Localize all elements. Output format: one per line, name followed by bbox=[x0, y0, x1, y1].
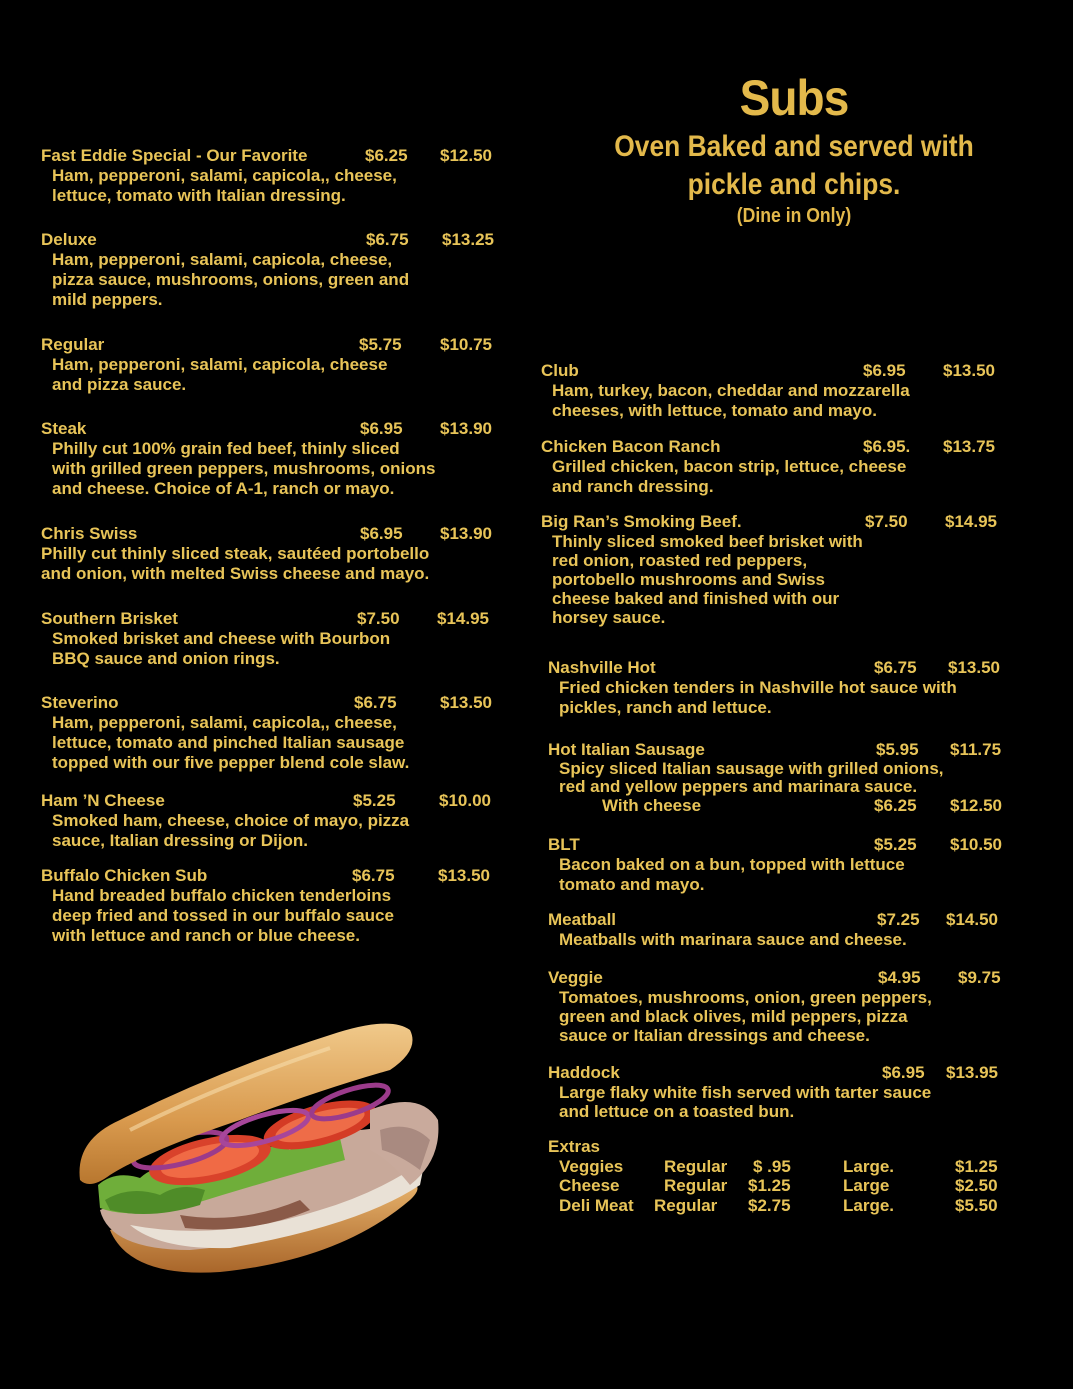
menu-item-haddock bbox=[548, 1063, 1018, 1121]
item-description: Hand breaded buffalo chicken tenderloins deep fried and tossed in our buffalo sauce with lettuce and ranch or blue cheese. bbox=[52, 886, 394, 945]
item-name: Haddock bbox=[548, 1063, 620, 1082]
item-name: Club bbox=[541, 361, 579, 380]
price-large: $13.50 bbox=[943, 361, 995, 380]
menu-note: (Dine in Only) bbox=[736, 205, 852, 227]
extra-regular-label: Regular bbox=[664, 1176, 728, 1195]
item-description: Bacon baked on a bun, topped with lettuce tomato and mayo. bbox=[559, 855, 905, 894]
with-cheese-row bbox=[548, 796, 1018, 814]
menu-subtitle: Oven Baked and served with pickle and chips. bbox=[614, 130, 974, 201]
menu-item-meatball bbox=[548, 910, 1018, 950]
extra-large-label: Large. bbox=[843, 1195, 895, 1215]
price-regular: $7.50 bbox=[865, 512, 908, 531]
menu-item-buffalo-chicken-sub bbox=[41, 866, 501, 946]
price-large: $13.50 bbox=[438, 866, 490, 885]
extra-large-price: $2.50 bbox=[955, 1176, 998, 1195]
price-regular: $6.95 bbox=[863, 361, 906, 380]
menu-item-steverino bbox=[41, 693, 501, 773]
item-description: Spicy sliced Italian sausage with grilled onions, red and yellow peppers and marinara sauce. bbox=[559, 759, 944, 796]
price-large: $13.75 bbox=[943, 437, 995, 456]
item-description: Tomatoes, mushrooms, onion, green peppers, green and black olives, mild peppers, pizza sauce or Italian dressings and cheese. bbox=[559, 988, 932, 1045]
price-regular: $6.95 bbox=[360, 524, 403, 543]
price-regular: $6.75 bbox=[874, 658, 917, 677]
item-name: Ham ’N Cheese bbox=[41, 791, 165, 810]
price-large: $14.95 bbox=[945, 512, 997, 531]
price-large: $14.50 bbox=[946, 910, 998, 929]
price-large: $13.50 bbox=[440, 693, 492, 712]
item-name: Buffalo Chicken Sub bbox=[41, 866, 208, 885]
extras-row bbox=[548, 1196, 1008, 1216]
item-name: Chris Swiss bbox=[41, 524, 138, 543]
price-large: $12.50 bbox=[440, 146, 492, 165]
price-regular: $4.95 bbox=[878, 968, 921, 987]
extra-regular-label: Regular bbox=[654, 1195, 718, 1215]
menu-item-veggie bbox=[548, 968, 1018, 1045]
item-description: Grilled chicken, bacon strip, lettuce, cheese and ranch dressing. bbox=[552, 457, 907, 496]
item-name: Hot Italian Sausage bbox=[548, 740, 705, 759]
price-regular: $6.75 bbox=[352, 866, 395, 885]
item-description: Smoked ham, cheese, choice of mayo, pizza sauce, Italian dressing or Dijon. bbox=[52, 811, 410, 850]
price-regular: $6.75 bbox=[366, 230, 409, 249]
menu-header bbox=[588, 68, 1000, 228]
price-regular: $6.25 bbox=[365, 146, 408, 165]
item-name: Big Ran’s Smoking Beef. bbox=[541, 512, 742, 531]
price-regular: $7.25 bbox=[877, 910, 920, 929]
menu-item-steak bbox=[41, 419, 501, 499]
item-name: Southern Brisket bbox=[41, 609, 178, 628]
item-description: Ham, pepperoni, salami, capicola, cheese, pizza sauce, mushrooms, onions, green and mild peppers. bbox=[52, 250, 410, 309]
item-name: Nashville Hot bbox=[548, 658, 656, 677]
item-name: Meatball bbox=[548, 910, 617, 929]
item-name: BLT bbox=[548, 835, 580, 854]
price-large: $12.50 bbox=[950, 796, 1002, 815]
menu-item-blt bbox=[548, 835, 1018, 895]
extra-large-label: Large. bbox=[843, 1156, 895, 1176]
menu-item-fast-eddie-special bbox=[41, 146, 501, 206]
menu-item-nashville-hot bbox=[548, 658, 1018, 718]
price-regular: $6.95. bbox=[863, 437, 911, 456]
item-name: Chicken Bacon Ranch bbox=[541, 437, 721, 456]
extras-section bbox=[548, 1137, 1008, 1215]
price-large: $14.95 bbox=[437, 609, 489, 628]
extras-title: Extras bbox=[548, 1137, 600, 1156]
price-regular: $5.25 bbox=[874, 835, 917, 854]
item-description: Ham, pepperoni, salami, capicola,, cheese, lettuce, tomato with Italian dressing. bbox=[52, 166, 397, 205]
price-large: $11.75 bbox=[950, 740, 1002, 759]
item-description: Ham, pepperoni, salami, capicola,, cheese, lettuce, tomato and pinched Italian sausage topped with our five pepper blend cole slaw. bbox=[52, 713, 410, 772]
extra-large-price: $5.50 bbox=[955, 1195, 998, 1215]
price-regular: $6.95 bbox=[882, 1063, 925, 1082]
price-large: $13.50 bbox=[948, 658, 1000, 677]
item-name: Steverino bbox=[41, 693, 119, 712]
extra-large-price: $1.25 bbox=[955, 1156, 998, 1176]
menu-title: Subs bbox=[739, 70, 849, 126]
menu-item-club bbox=[541, 361, 1011, 421]
price-large: $10.75 bbox=[440, 335, 492, 354]
price-large: $13.95 bbox=[946, 1063, 998, 1082]
extra-regular-price: $2.75 bbox=[748, 1195, 791, 1215]
extra-regular-label: Regular bbox=[664, 1156, 728, 1176]
item-description: Large flaky white fish served with tarter sauce and lettuce on a toasted bun. bbox=[559, 1083, 932, 1121]
extra-large-label: Large bbox=[843, 1176, 890, 1195]
item-name: Deluxe bbox=[41, 230, 97, 249]
price-large: $13.90 bbox=[440, 524, 492, 543]
menu-item-regular bbox=[41, 335, 501, 395]
price-large: $10.50 bbox=[950, 835, 1002, 854]
price-large: $10.00 bbox=[439, 791, 491, 810]
item-description: Ham, pepperoni, salami, capicola, cheese and pizza sauce. bbox=[52, 355, 388, 394]
with-cheese-label: With cheese bbox=[602, 796, 702, 815]
price-regular: $5.75 bbox=[359, 335, 402, 354]
price-regular: $5.25 bbox=[353, 791, 396, 810]
item-description: Smoked brisket and cheese with Bourbon BBQ sauce and onion rings. bbox=[52, 629, 391, 668]
price-large: $13.90 bbox=[440, 419, 492, 438]
price-regular: $6.75 bbox=[354, 693, 397, 712]
item-name: Regular bbox=[41, 335, 105, 354]
item-description: Philly cut 100% grain fed beef, thinly sliced with grilled green peppers, mushrooms, onions and cheese. Choice of A-1, ranch or mayo. bbox=[52, 439, 436, 498]
price-regular: $5.95 bbox=[876, 740, 919, 759]
price-large: $9.75 bbox=[958, 968, 1001, 987]
price-regular: $6.25 bbox=[874, 796, 917, 815]
item-name: Veggie bbox=[548, 968, 603, 987]
menu-item-deluxe bbox=[41, 230, 501, 310]
extra-regular-price: $1.25 bbox=[748, 1176, 791, 1195]
extras-row bbox=[548, 1157, 1008, 1177]
menu-item-southern-brisket bbox=[41, 609, 501, 669]
item-description: Meatballs with marinara sauce and cheese. bbox=[559, 930, 907, 949]
item-description: Ham, turkey, bacon, cheddar and mozzarella cheeses, with lettuce, tomato and mayo. bbox=[552, 381, 910, 420]
menu-item-ham-n-cheese bbox=[41, 791, 501, 851]
menu-item-big-rans-smoking-beef bbox=[541, 512, 1011, 627]
extra-item: Cheese bbox=[559, 1176, 620, 1195]
extras-row bbox=[548, 1176, 1008, 1196]
menu-item-hot-italian-sausage bbox=[548, 740, 1018, 814]
menu-item-chris-swiss bbox=[41, 524, 501, 584]
item-name: Steak bbox=[41, 419, 87, 438]
extra-item: Deli Meat bbox=[559, 1195, 634, 1215]
price-large: $13.25 bbox=[442, 230, 494, 249]
item-name: Fast Eddie Special - Our Favorite bbox=[41, 146, 308, 165]
extra-item: Veggies bbox=[559, 1156, 624, 1176]
menu-item-chicken-bacon-ranch bbox=[541, 437, 1011, 497]
item-description: Fried chicken tenders in Nashville hot sauce with pickles, ranch and lettuce. bbox=[559, 678, 957, 717]
sub-sandwich-image bbox=[70, 1010, 450, 1290]
extra-regular-price: $ .95 bbox=[753, 1156, 791, 1176]
item-description: Philly cut thinly sliced steak, sautéed portobello and onion, with melted Swiss cheese and mayo. bbox=[41, 544, 430, 583]
price-regular: $7.50 bbox=[357, 609, 400, 628]
price-regular: $6.95 bbox=[360, 419, 403, 438]
item-description: Thinly sliced smoked beef brisket with red onion, roasted red peppers, portobello mushrooms and Swiss cheese baked and finished with our horsey sauce. bbox=[552, 532, 863, 627]
